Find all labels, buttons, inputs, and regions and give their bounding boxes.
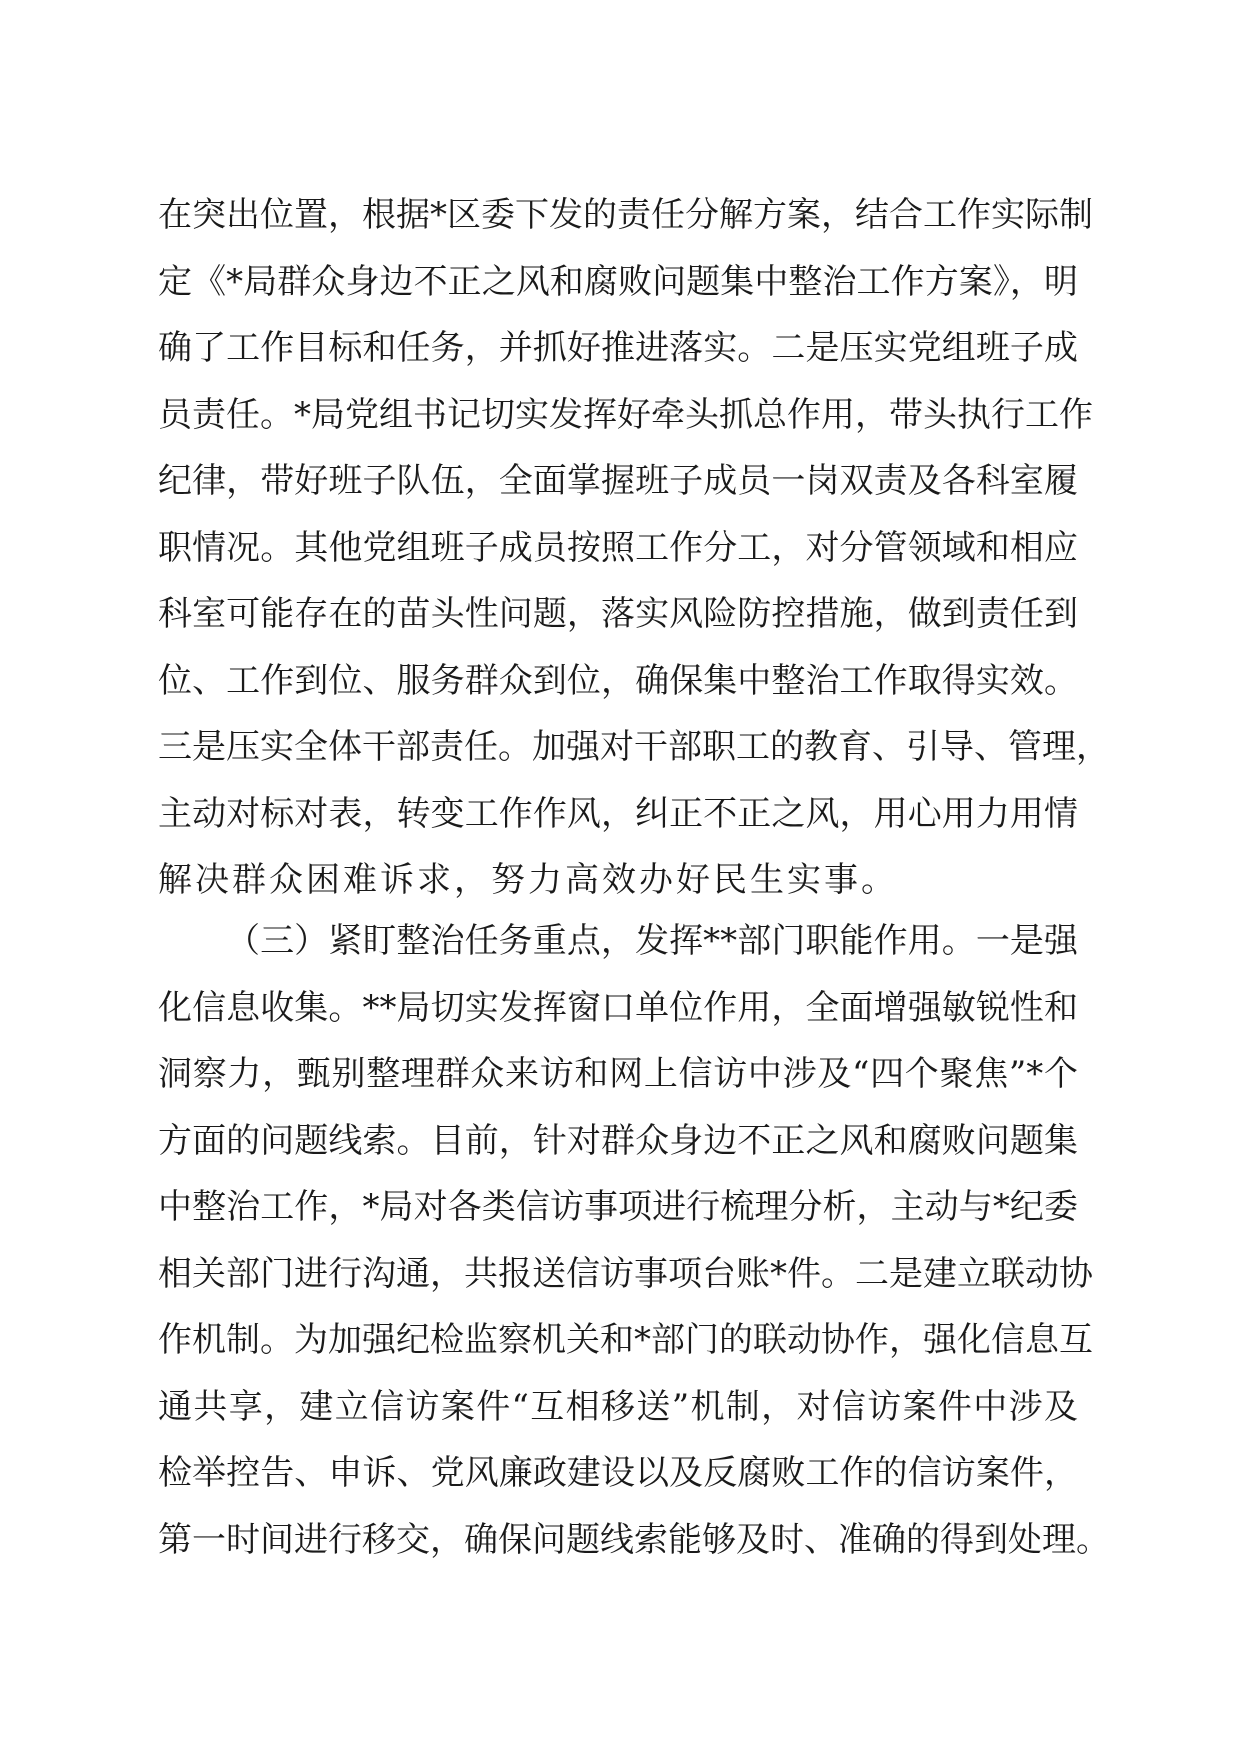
text-line: 员责任。*局党组书记切实发挥好牵头抓总作用，带头执行工作 xyxy=(158,394,1093,435)
text-line: 洞察力，甄别整理群众来访和网上信访中涉及“四个聚焦”*个 xyxy=(158,1054,1078,1094)
paragraph-rectification-tasks xyxy=(158,908,1110,1573)
text-line: 三是压实全体干部责任。加强对干部职工的教育、引导、管理， xyxy=(158,727,1110,767)
text-line: 主动对标对表，转变工作作风，纠正不正之风，用心用力用情 xyxy=(158,793,1078,834)
text-line: 确了工作目标和任务，并抓好推进落实。二是压实党组班子成 xyxy=(158,328,1078,368)
text-line: 第一时间进行移交，确保问题线索能够及时、准确的得到处理。 xyxy=(158,1519,1110,1560)
text-line: 位、工作到位、服务群众到位，确保集中整治工作取得实效。 xyxy=(158,660,1078,701)
text-line: 在突出位置，根据*区委下发的责任分解方案，结合工作实际制 xyxy=(158,195,1093,235)
text-line: 化信息收集。**局切实发挥窗口单位作用，全面增强敏锐性和 xyxy=(158,987,1078,1028)
text-line: 定《*局群众身边不正之风和腐败问题集中整治工作方案》，明 xyxy=(158,261,1078,302)
text-line: 检举控告、申诉、党风廉政建设以及反腐败工作的信访案件， xyxy=(158,1453,1078,1493)
text-line: 中整治工作，*局对各类信访事项进行梳理分析，主动与*纪委 xyxy=(158,1187,1078,1227)
text-line: 作机制。为加强纪检监察机关和*部门的联动协作，强化信息互 xyxy=(158,1320,1093,1360)
text-line: 方面的问题线索。目前，针对群众身边不正之风和腐败问题集 xyxy=(158,1120,1078,1161)
text-line-last: 解决群众困难诉求，努力高效办好民生实事。 xyxy=(158,860,898,900)
text-line: 相关部门进行沟通，共报送信访事项台账*件。二是建立联动协 xyxy=(158,1253,1093,1294)
paragraph-responsibility xyxy=(158,182,1110,914)
text-line: 通共享，建立信访案件“互相移送”机制，对信访案件中涉及 xyxy=(158,1386,1078,1427)
text-line: 纪律，带好班子队伍，全面掌握班子成员一岗双责及各科室履 xyxy=(158,461,1078,501)
text-line: 职情况。其他党组班子成员按照工作分工，对分管领域和相应 xyxy=(158,527,1078,568)
section-heading-line: （三）紧盯整治任务重点，发挥**部门职能作用。一是强 xyxy=(226,921,1078,961)
text-line: 科室可能存在的苗头性问题，落实风险防控措施，做到责任到 xyxy=(158,594,1078,634)
